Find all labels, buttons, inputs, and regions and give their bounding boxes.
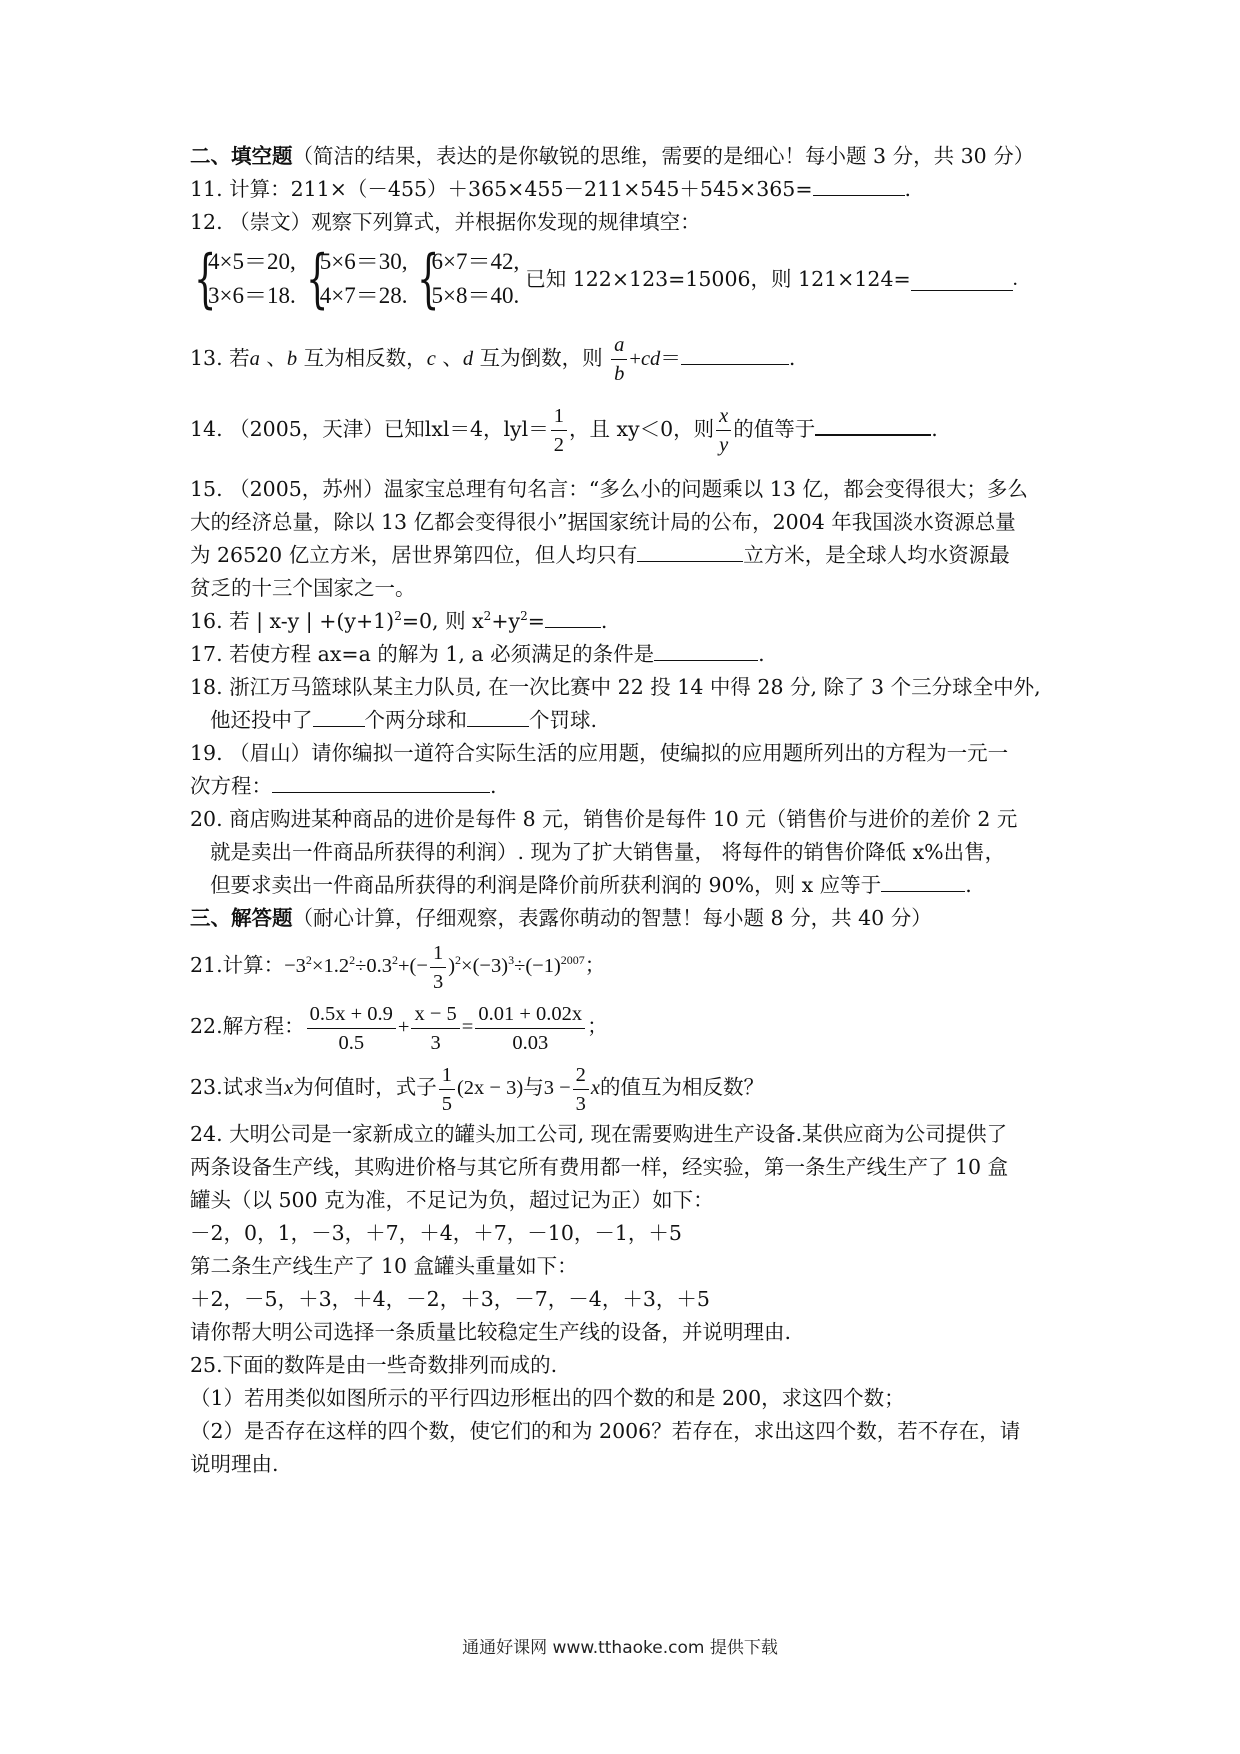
expr-part: ÷0.3 [355,955,392,978]
question-23-post: 的值互为相反数？ [599,1075,764,1100]
question-19-line-2-pre: 次方程： [190,774,272,798]
fraction-denominator: y [719,434,729,456]
question-15-line-3-post: 立方米，是全球人均水资源最 [743,543,1010,567]
equation-system-3 [413,242,520,316]
expr-part: ×1.2 [311,955,350,978]
question-14-pre: 14. （2005，天津）已知lxl＝4，lyl＝ [190,417,549,441]
line-1-weights: －2，0，1，－3，＋7，＋4，＋7，－10，－1，＋5 [190,1221,682,1245]
question-14 [190,402,1070,459]
system-3-line-1: 6×7＝42, [431,249,520,274]
exponent: 2 [483,609,492,624]
question-12-end: . [1012,267,1018,290]
question-12 [190,206,1070,239]
plus-sign: + [629,348,641,370]
question-25-line-2: （1）若用类似如图所示的平行四边形框出的四个数的和是 200，求这四个数； [190,1386,905,1410]
fraction-numerator: x − 5 [411,1000,459,1029]
question-20-line-1: 20. 商店购进某种商品的进价是每件 8 元，销售价是每件 10 元（销售价与进价的差价 2 元 [190,807,1018,831]
fraction-numerator: 0.5x + 0.9 [307,1000,396,1029]
question-16-end: . [600,609,608,633]
question-22-pre: 22.解方程： [190,1014,305,1039]
left-brace-icon: { [417,242,440,316]
section-3-title: 三、解答题 [190,906,293,930]
separator: 、 [435,346,463,370]
question-16-pre: 16. 若 | x-y | +(y+1) [190,609,395,633]
var-a: a [249,348,260,370]
var-x: x [284,1077,294,1100]
question-18-line-2-pre: 他还投中了 [210,708,313,732]
var-cd: cd [640,348,661,370]
question-14-end: . [931,417,938,441]
question-15-line-3-pre: 为 26520 亿立方米，居世界第四位，但人均只有 [190,543,638,567]
fraction-3 [475,1000,585,1057]
equation-system-2 [302,242,408,316]
fraction-a-over-b [611,331,627,388]
question-13-mid: 互为相反数， [297,346,427,370]
expr-part: 3 − [543,1077,571,1100]
separator: 、 [259,346,287,370]
question-13-pre: 13. 若 [190,346,250,370]
question-14-mid: ，且 xy＜0，则 [568,417,715,441]
answer-blank-13[interactable] [681,342,789,365]
question-20-line-2: 就是卖出一件商品所获得的利润）. 现为了扩大销售量， 将每件的销售价降低 x%出售， [210,840,1006,864]
fraction-denominator: 3 [575,1093,586,1115]
question-20-end: . [965,873,972,897]
exam-page [190,140,1070,1481]
exponent: 2007 [560,953,585,968]
question-24-line-5: 请你帮大明公司选择一条质量比较稳定生产线的设备，并说明理由. [190,1320,792,1344]
question-25-line-1: 25.下面的数阵是由一些奇数排列而成的. [190,1353,558,1377]
question-13-end: . [788,346,796,370]
expr-part: ÷(−1) [514,955,561,978]
expr-part: (2x − 3) [456,1077,524,1100]
question-11-end: . [904,177,912,201]
system-3-line-2: 5×8＝40. [431,283,520,308]
fraction-denominator: 5 [441,1093,452,1115]
question-17-end: . [758,642,765,666]
question-14-post: 的值等于 [733,417,816,441]
answer-blank-14[interactable] [815,412,931,436]
answer-blank-16[interactable] [545,605,601,628]
equals-sign: ＝ [660,346,681,370]
question-18 [190,671,1070,737]
question-15-line-4: 贫乏的十三个国家之一。 [190,576,416,600]
question-18-line-2-post: 个罚球. [529,708,598,732]
question-21 [190,939,1070,996]
exponent: 2 [349,953,356,968]
plus-sign: + [397,1016,410,1039]
question-18-line-2-mid: 个两分球和 [364,708,467,732]
question-12-text: 12. （崇文）观察下列算式，并根据你发现的规律填空： [190,210,701,234]
fraction-two-thirds [573,1061,589,1118]
var-c: c [426,348,436,370]
question-24-line-1: 24. 大明公司是一家新成立的罐头加工公司, 现在需要购进生产设备.某供应商为公司提供了 [190,1122,1008,1146]
fraction-denominator: 0.5 [338,1032,365,1054]
answer-blank-18a[interactable] [313,704,365,727]
exponent: 2 [455,953,462,968]
question-22-end: ； [587,1014,608,1039]
fraction-numerator: 0.01 + 0.02x [475,1000,585,1029]
var-b: b [286,348,298,370]
fraction-numerator: 2 [573,1061,589,1090]
answer-blank-19[interactable] [272,770,490,793]
question-15 [190,473,1070,605]
question-23-mid2: 与 [523,1075,544,1100]
expr-part: ) [448,955,456,978]
var-x: x [590,1077,600,1100]
question-15-line-1: 15. （2005，苏州）温家宝总理有句名言：“多么小的问题乘以 13 亿，都会变得很大；多么 [190,477,1028,501]
question-17 [190,638,1070,671]
question-13 [190,331,1070,388]
section-3-note: （耐心计算，仔细观察，表露你萌动的智慧！每小题 8 分，共 40 分） [292,906,932,930]
system-2-line-2: 4×7＝28. [319,283,408,308]
question-24-line-2: 两条设备生产线，其购进价格与其它所有费用都一样，经实验，第一条生产线生产了 10 盒 [190,1155,1009,1179]
question-18-line-1: 18. 浙江万马篮球队某主力队员, 在一次比赛中 22 投 14 中得 28 分, 除了 3 个三分球全中外, [190,675,1041,699]
system-1-line-1: 4×5＝20, [208,249,296,274]
fraction-numerator: x [716,402,731,431]
fraction-one-half [551,402,567,459]
question-24-line-3: 罐头（以 500 克为准，不足记为负，超过记为正）如下： [190,1188,714,1212]
page-footer: 通通好课网 www.tthaoke.com 提供下载 [462,1638,778,1658]
question-16-mid: =0, 则 x [401,609,484,633]
fraction-numerator: 1 [551,402,567,431]
left-brace-icon: { [194,242,217,316]
fraction-denominator: b [614,363,625,385]
fraction-denominator: 3 [430,1032,441,1054]
equals-sign: = [461,1016,474,1039]
fraction-1 [307,1000,396,1057]
line-2-weights: ＋2，－5，＋3，＋4，－2，＋3，－7，－4，＋3，＋5 [190,1287,710,1311]
exponent: 2 [392,953,398,968]
question-23-pre: 23.试求当 [190,1075,285,1100]
answer-blank-15[interactable] [637,539,743,562]
exponent: 2 [305,953,312,968]
question-22 [190,1000,1070,1057]
question-20-line-3-pre: 但要求卖出一件商品所获得的利润是降价前所获利润的 90%，则 x 应等于 [210,873,882,897]
exponent: 2 [520,609,528,624]
question-23-mid: 为何值时，式子 [293,1075,437,1100]
question-12-equation-systems [190,242,1070,316]
section-2-heading [190,140,1070,173]
question-11-text: 11. 计算：211×（－455）＋365×455－211×545＋545×365= [190,177,813,201]
fraction-denominator: 0.03 [512,1032,549,1054]
question-19-line-1: 19. （眉山）请你编拟一道符合实际生活的应用题，使编拟的应用题所列出的方程为一元一 [190,741,1009,765]
section-3-heading [190,902,1070,935]
left-brace-icon: { [305,242,329,316]
answer-blank-17[interactable] [654,638,758,661]
question-24 [190,1118,1070,1349]
answer-blank-12[interactable] [911,268,1013,291]
fraction-2 [411,1000,459,1057]
expr-part: ×(−3) [461,955,509,978]
expr-part: +(− [398,955,428,978]
fraction-numerator: a [611,331,627,360]
question-15-line-2: 大的经济总量，除以 13 亿都会变得很小”据国家统计局的公布，2004 年我国淡水资源总量 [190,510,1016,534]
question-23 [190,1061,1070,1118]
question-25 [190,1349,1070,1481]
exponent: 3 [508,953,515,968]
section-2-title: 二、填空题 [190,144,293,168]
equation-system-1 [190,242,296,316]
answer-blank-11[interactable] [813,173,905,196]
answer-blank-18b[interactable] [467,704,529,727]
system-1-line-2: 3×6＝18. [208,283,296,308]
question-25-line-4: 说明理由. [190,1452,279,1476]
question-16-mid2: +y [491,609,521,633]
question-12-tail: 已知 122×123=15006，则 121×124= [525,266,911,291]
question-24-line-4: 第二条生产线生产了 10 盒罐头重量如下： [190,1254,578,1278]
question-19-end: . [490,774,497,798]
fraction-one-third [430,939,446,996]
question-20 [190,803,1070,902]
question-17-text: 17. 若使方程 ax=a 的解为 1, a 必须满足的条件是 [190,642,655,666]
exponent: 2 [394,609,402,624]
question-19 [190,737,1070,803]
var-d: d [462,348,474,370]
fraction-denominator: 3 [432,971,444,993]
system-2-line-1: 5×6＝30, [319,249,408,274]
answer-blank-20[interactable] [881,869,965,892]
question-21-pre: 21.计算： [190,953,285,978]
question-11 [190,173,1070,206]
expr-part: −3 [284,955,306,978]
section-2-note: （简洁的结果，表达的是你敏锐的思维，需要的是细心！每小题 3 分，共 30 分） [292,144,1035,168]
question-25-line-3: （2）是否存在这样的四个数，使它们的和为 2006？若存在，求出这四个数，若不存在，请 [190,1419,1021,1443]
fraction-denominator: 2 [553,434,564,456]
equals-sign: = [527,609,545,633]
question-16 [190,605,1070,638]
fraction-x-over-y [716,402,731,459]
fraction-one-fifth [439,1061,455,1118]
fraction-numerator: 1 [439,1061,455,1090]
question-21-end: ； [584,953,606,978]
question-13-mid2: 互为倒数，则 [473,346,603,370]
fraction-numerator: 1 [430,939,446,968]
